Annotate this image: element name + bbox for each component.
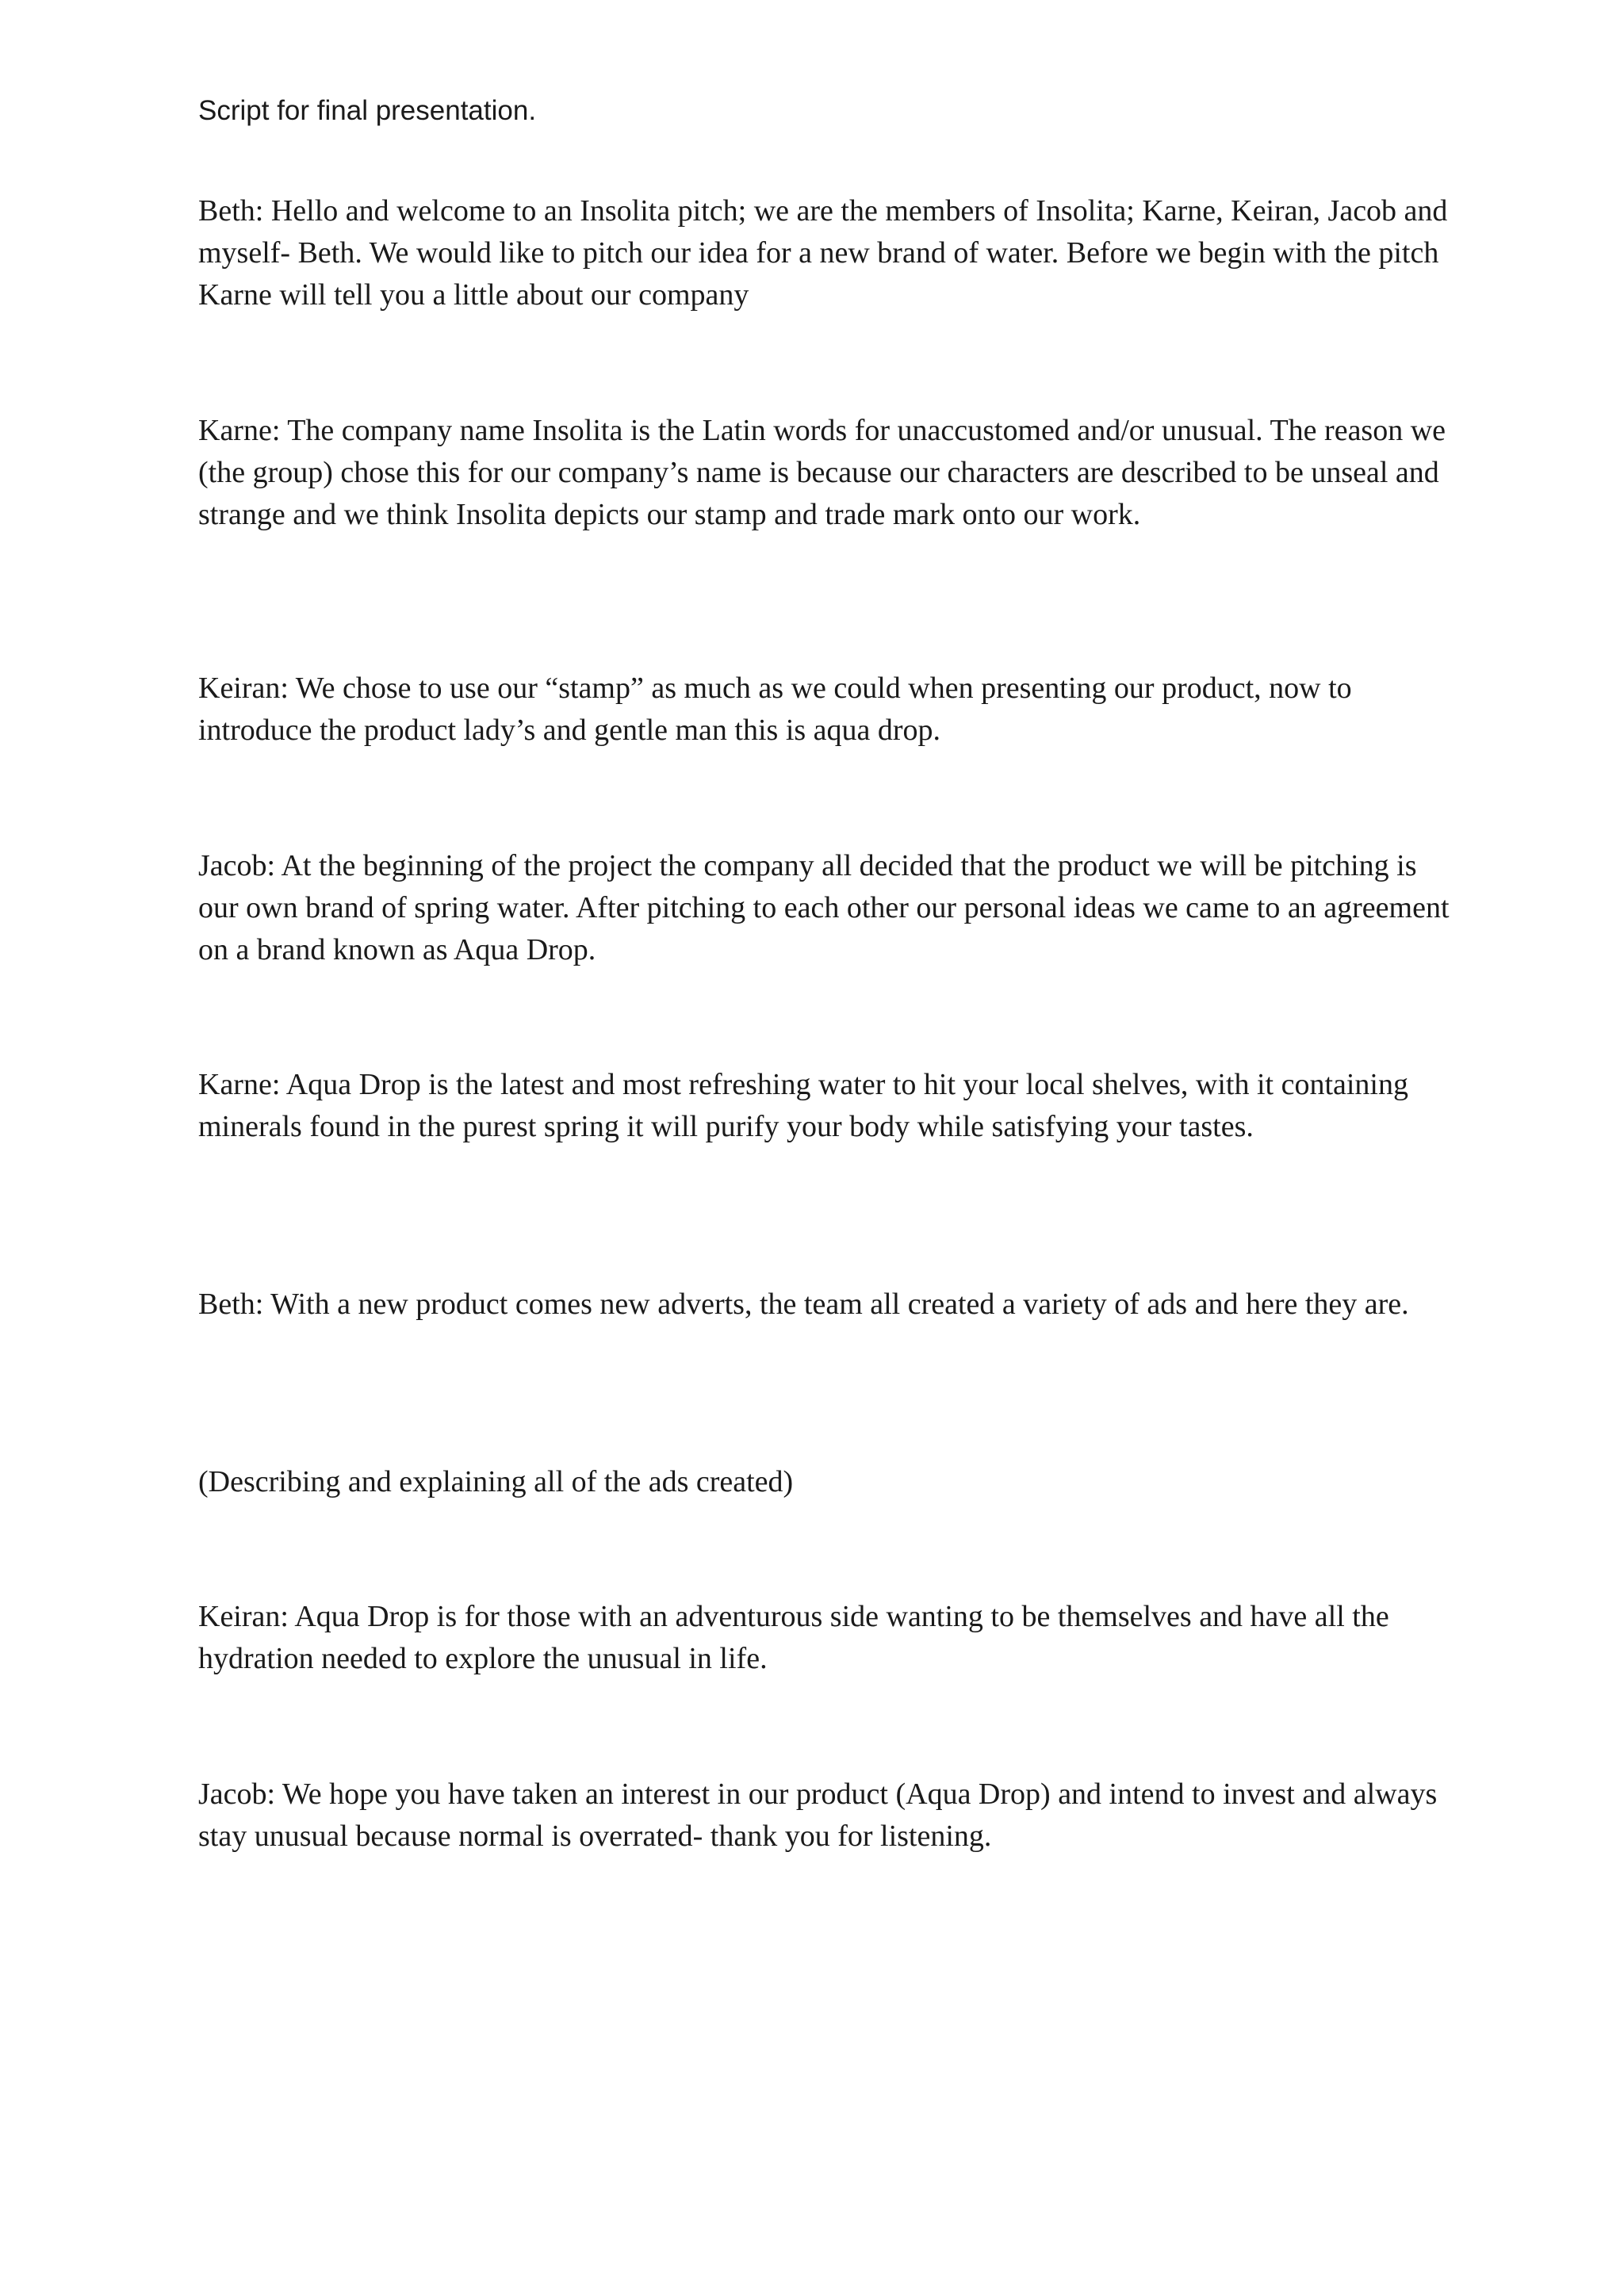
speaker-label: Keiran: bbox=[198, 1600, 289, 1633]
paragraph-text: We hope you have taken an interest in our product (Aqua Drop) and intend to invest and always stay unusual because normal is overrated- thank you for listening. bbox=[198, 1777, 1438, 1853]
script-paragraph-jacob-project bbox=[198, 845, 1451, 971]
speaker-label: Jacob: bbox=[198, 849, 276, 882]
speaker-label: Karne: bbox=[198, 1068, 281, 1101]
script-paragraph-keiran-stamp bbox=[198, 668, 1451, 752]
speaker-label: Beth: bbox=[198, 1288, 264, 1321]
script-paragraph-beth-adverts bbox=[198, 1284, 1451, 1326]
script-paragraph-keiran-audience bbox=[198, 1596, 1451, 1680]
paragraph-text: The company name Insolita is the Latin words for unaccustomed and/or unusual. The reason we (the group) chose this for our company’s name is because our characters are described to be unseal and strange and we think Insolita depicts our stamp and trade mark onto our work. bbox=[198, 414, 1446, 531]
script-paragraph-karne-product bbox=[198, 1064, 1451, 1148]
speaker-label: Beth: bbox=[198, 194, 264, 228]
script-paragraph-beth-intro bbox=[198, 190, 1451, 316]
script-paragraph-jacob-closing bbox=[198, 1774, 1451, 1858]
script-paragraph-karne-company bbox=[198, 410, 1451, 536]
paragraph-text: At the beginning of the project the company all decided that the product we will be pitching is our own brand of spring water. After pitching to each other our personal ideas we came to an agreement on a brand known as Aqua Drop. bbox=[198, 849, 1450, 966]
paragraph-text: Hello and welcome to an Insolita pitch; we are the members of Insolita; Karne, Keiran, Jacob and myself- Beth. We would like to pitch our idea for a new brand of water. Before we begin with the pitch Karne will tell you a little about our company bbox=[198, 194, 1448, 312]
paragraph-text: With a new product comes new adverts, the team all created a variety of ads and here they are. bbox=[263, 1288, 1409, 1321]
script-stage-direction bbox=[198, 1461, 1451, 1503]
speaker-label: Karne: bbox=[198, 414, 281, 447]
paragraph-text: Aqua Drop is the latest and most refreshing water to hit your local shelves, with it containing minerals found in the purest spring it will purify your body while satisfying your tastes. bbox=[198, 1068, 1408, 1143]
paragraph-text: (Describing and explaining all of the ads created) bbox=[198, 1465, 794, 1498]
document-title: Script for final presentation. bbox=[198, 95, 537, 126]
paragraph-text: Aqua Drop is for those with an adventurous side wanting to be themselves and have all the hydration needed to explore the unusual in life. bbox=[198, 1600, 1389, 1675]
speaker-label: Jacob: bbox=[198, 1777, 276, 1811]
speaker-label: Keiran: bbox=[198, 672, 289, 705]
paragraph-text: We chose to use our “stamp” as much as we could when presenting our product, now to introduce the product lady’s and gentle man this is aqua drop. bbox=[198, 672, 1352, 747]
